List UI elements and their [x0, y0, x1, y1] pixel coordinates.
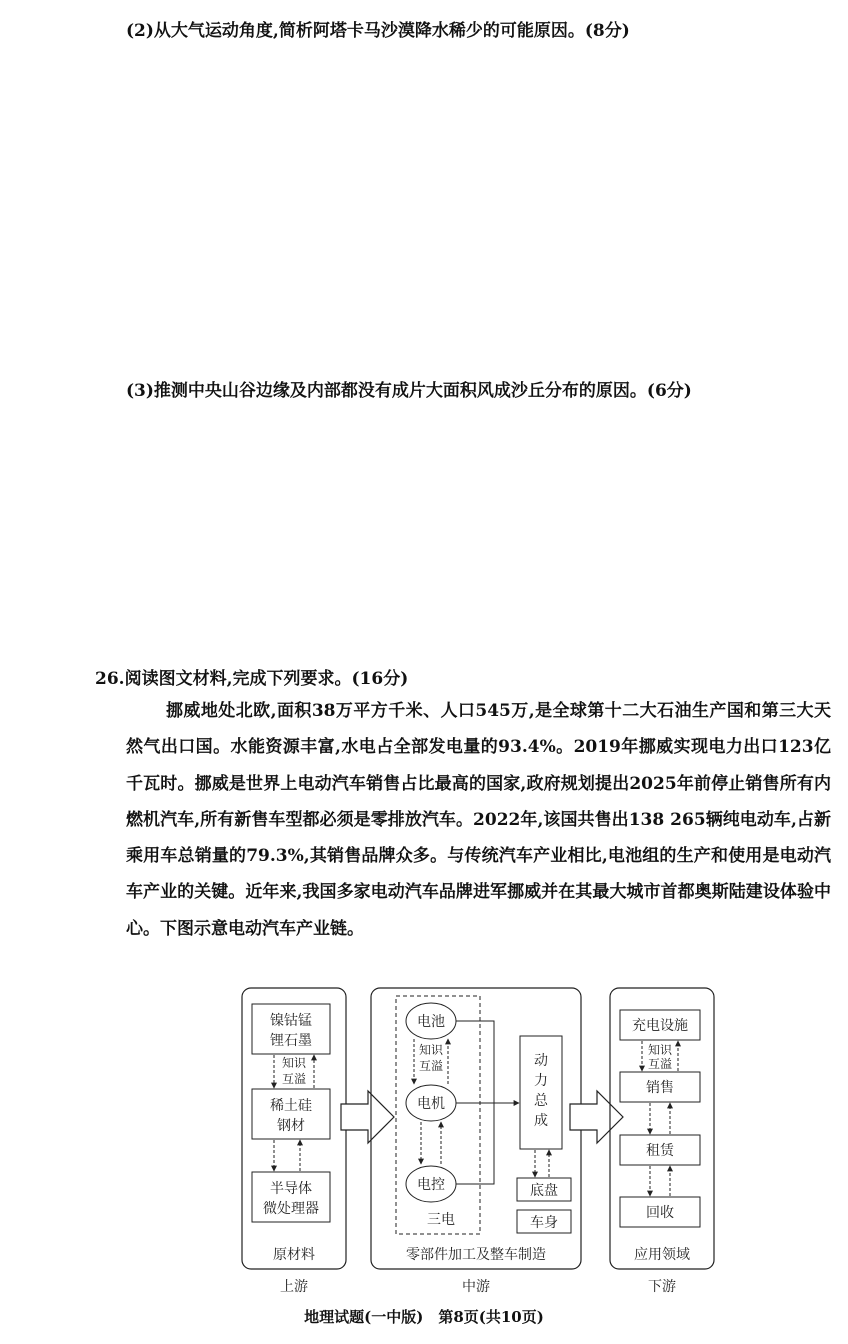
mid-spill-label-2: 互溢	[418, 1059, 444, 1073]
downstream-stage-label: 下游	[648, 1279, 676, 1295]
question-3: (3)推测中央山谷边缘及内部都没有成片大面积风成沙丘分布的原因。(6分)	[126, 381, 692, 401]
downstream-caption: 应用领域	[634, 1247, 690, 1263]
ev-industry-chain-diagram	[238, 984, 720, 1302]
midstream-to-downstream-arrow	[570, 1091, 623, 1143]
upstream-to-midstream-arrow	[341, 1091, 394, 1143]
battery-label: 电池	[417, 1014, 445, 1030]
up-spill-label-2: 互溢	[281, 1072, 307, 1086]
leasing-label: 租赁	[646, 1143, 674, 1159]
nickel-cobalt-label-1: 镍钴锰	[270, 1013, 312, 1029]
semiconductor-label: 半导体	[270, 1181, 312, 1197]
midstream-stage-label: 中游	[462, 1279, 490, 1295]
powertrain-char-1: 动	[534, 1053, 548, 1069]
steel-label: 钢材	[277, 1118, 305, 1134]
down-spill-label-1: 知识	[647, 1043, 673, 1057]
car-body-label: 车身	[530, 1215, 558, 1231]
powertrain-char-2: 力	[534, 1073, 548, 1089]
mid-spill-label-1: 知识	[418, 1043, 444, 1057]
three-electric-group	[396, 996, 480, 1234]
charging-label: 充电设施	[632, 1018, 688, 1034]
recycling-label: 回收	[646, 1205, 674, 1221]
motor-label: 电机	[417, 1096, 445, 1112]
material-paragraph: 挪威地处北欧,面积38万平方千米、人口545万,是全球第十二大石油生产国和第三大天然气出口国。水能资源丰富,水电占全部发电量的93.4%。2019年挪威实现电力出口123亿千瓦时。挪威是世界上电动汽车销售占比最高的国家,政府规划提出2025年前停止销售所有内燃机汽车,所有新售车型都必须是零排放汽车。2022年,该国共售出138 265辆纯电动车,占新乘用车总销量的79.3%,其销售品牌众多。与传统汽车产业相比,电池组的生产和使用是电动汽车产业的关键。近年来,我国多家电动汽车品牌进军挪威并在其最大城市首都奥斯陆建设体验中心。下图示意电动汽车产业链。	[126, 701, 831, 939]
upstream-stage-label: 上游	[280, 1279, 308, 1295]
powertrain-char-3: 总	[534, 1093, 548, 1109]
question-2: (2)从大气运动角度,简析阿塔卡马沙漠降水稀少的可能原因。(8分)	[126, 21, 630, 41]
microprocessor-label: 微处理器	[263, 1201, 319, 1217]
page-footer: 地理试题(一中版) 第8页(共10页)	[304, 1308, 544, 1326]
down-spill-label-2: 互溢	[647, 1057, 673, 1071]
chassis-label: 底盘	[530, 1183, 558, 1199]
three-electric-label: 三电	[427, 1212, 455, 1228]
up-spill-label-1: 知识	[281, 1056, 307, 1070]
lithium-graphite-label: 锂石墨	[270, 1033, 312, 1049]
upstream-caption: 原材料	[273, 1247, 315, 1263]
control-label: 电控	[417, 1177, 445, 1193]
midstream-caption: 零部件加工及整车制造	[406, 1247, 546, 1263]
sales-label: 销售	[646, 1080, 674, 1096]
rare-earth-label: 稀土硅	[270, 1098, 312, 1114]
powertrain-char-4: 成	[534, 1113, 548, 1129]
question-26-title: 26.阅读图文材料,完成下列要求。(16分)	[95, 669, 409, 689]
